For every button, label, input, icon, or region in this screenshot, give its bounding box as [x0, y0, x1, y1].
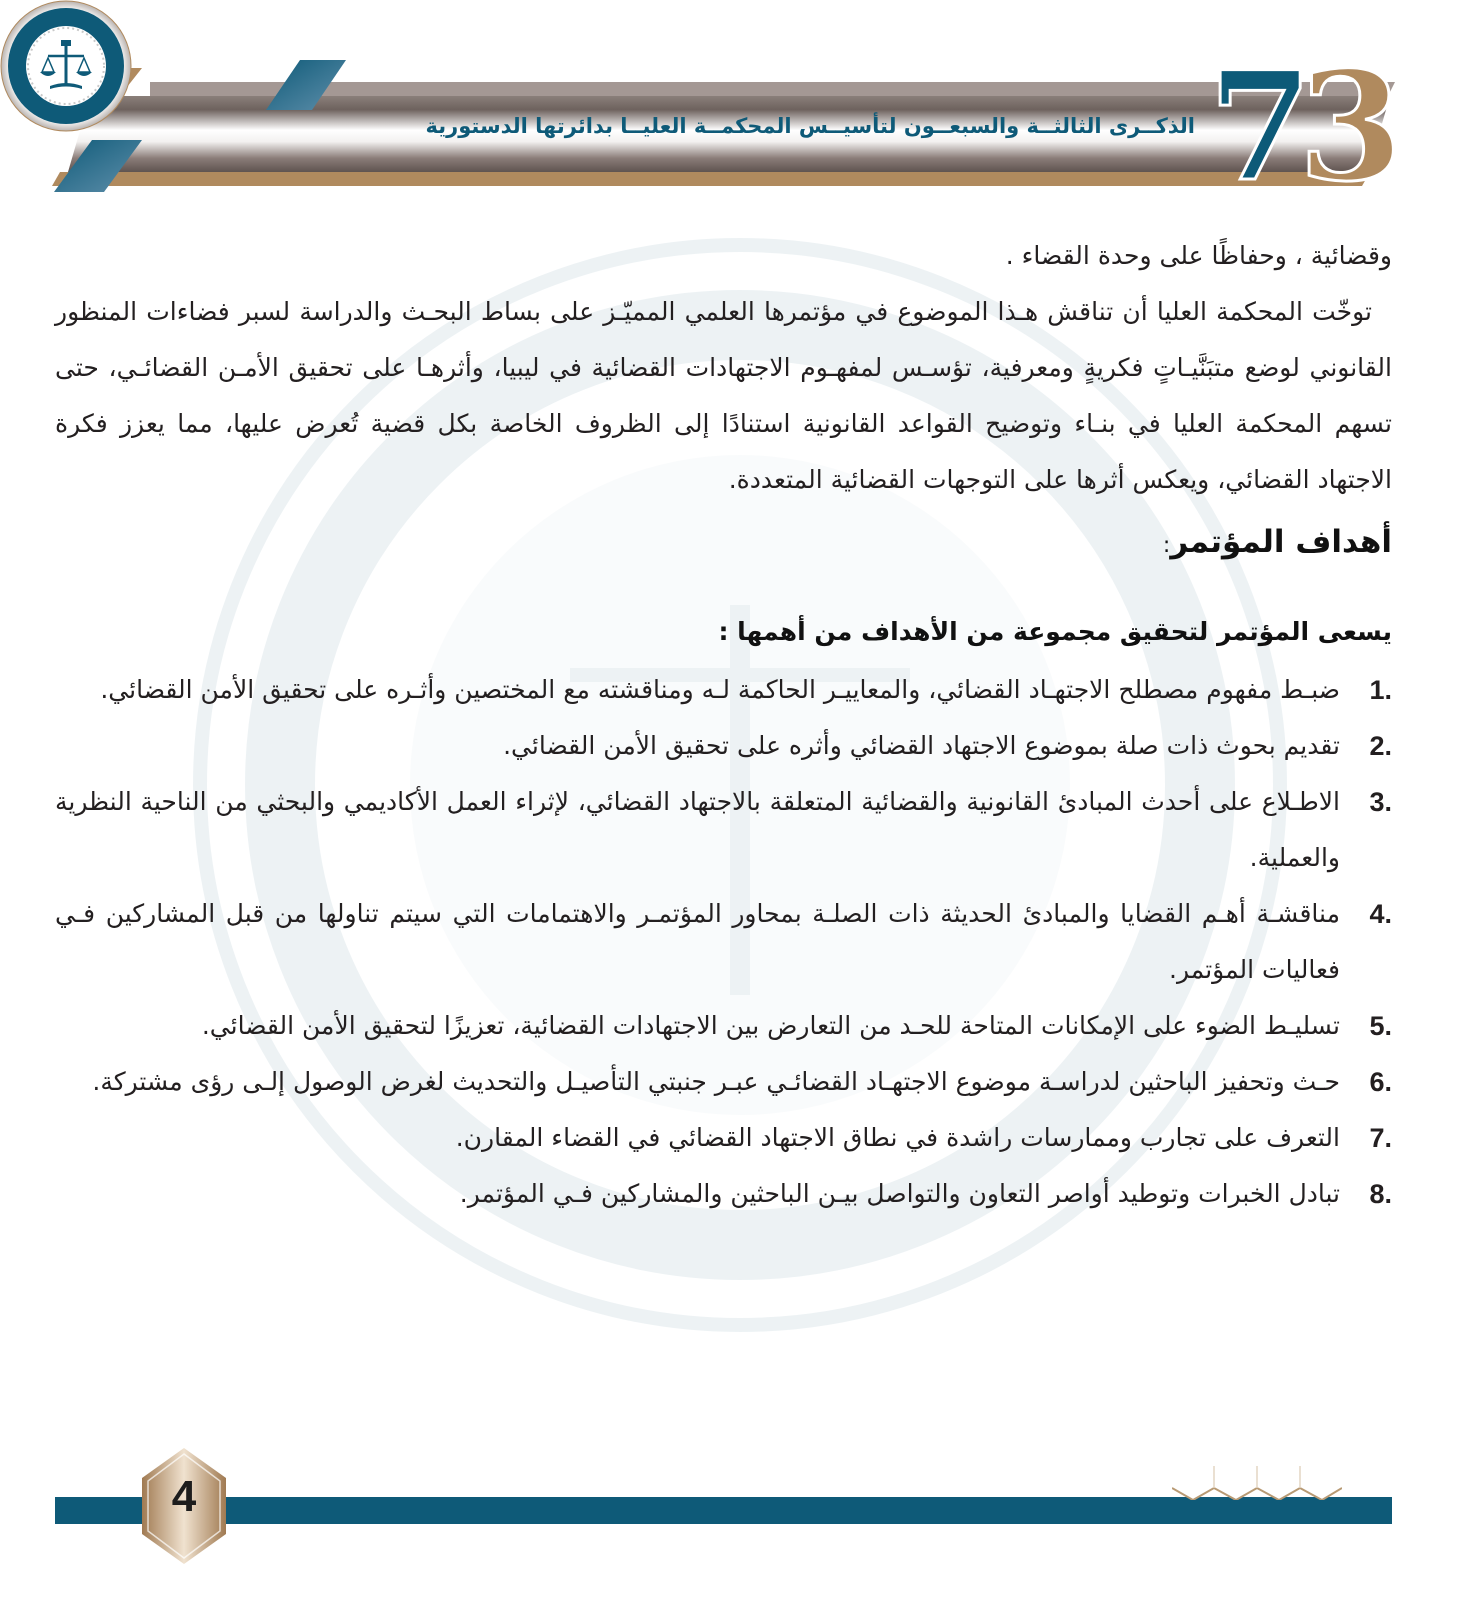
- anniversary-digit-3: 3: [1298, 39, 1389, 215]
- goal-text: مناقشـة أهـم القضايا والمبادئ الحديثة ذات الصلـة بمحاور المؤتمـر والاهتمامات التي سيتم تناولها من قبل المشاركين فـي فعاليات المؤتمر.: [55, 898, 1340, 984]
- goals-list: [55, 662, 1392, 1222]
- goal-number: 1.: [1369, 674, 1392, 705]
- footer-chevron-ornament-icon: [1172, 1466, 1342, 1500]
- goals-lead: يسعى المؤتمر لتحقيق مجموعة من الأهداف من أهمها :: [718, 616, 1392, 646]
- goal-item: [55, 662, 1392, 718]
- goal-number: 5.: [1369, 1010, 1392, 1041]
- court-seal-icon: [0, 0, 132, 132]
- goal-number: 4.: [1369, 898, 1392, 929]
- section-title-colon: :: [1162, 533, 1171, 558]
- section-title-text: أهداف المؤتمر: [1170, 524, 1392, 560]
- footer-bar: [55, 1497, 1392, 1524]
- goal-number: 3.: [1369, 786, 1392, 817]
- banner-title: الذكــرى الثالثــة والسبعــون لتأسيــس المحكمــة العليــا بدائرتها الدستورية: [425, 114, 1195, 138]
- page-number: 4: [171, 1472, 197, 1521]
- goal-text: حـث وتحفيز الباحثين لدراسـة موضوع الاجتهـاد القضائـي عبـر جنبتي التأصيـل والتحديث لغرض الوصول إلـى رؤى مشتركة.: [92, 1066, 1340, 1096]
- anniversary-number: [1208, 39, 1389, 215]
- header-banner: [0, 0, 1475, 220]
- goal-text: ضبـط مفهوم مصطلح الاجتهـاد القضائي، والمعاييـر الحاكمة لـه ومناقشته مع المختصين وأثـره على تحقيق الأمن القضائي.: [100, 674, 1340, 704]
- banner-gold-strip: [52, 172, 1370, 186]
- anniversary-digit-7: 7: [1208, 39, 1299, 215]
- goal-number: 6.: [1369, 1066, 1392, 1097]
- goal-text: تقديم بحوث ذات صلة بموضوع الاجتهاد القضائي وأثره على تحقيق الأمن القضائي.: [503, 730, 1340, 760]
- goal-number: 8.: [1369, 1178, 1392, 1209]
- goal-item: [55, 886, 1392, 998]
- goal-item: [55, 774, 1392, 886]
- goal-text: تبادل الخبرات وتوطيد أواصر التعاون والتواصل بيـن الباحثين والمشاركين فـي المؤتمر.: [459, 1178, 1340, 1208]
- goal-item: [55, 1110, 1392, 1166]
- goal-text: التعرف على تجارب وممارسات راشدة في نطاق الاجتهاد القضائي في القضاء المقارن.: [455, 1122, 1340, 1152]
- goal-item: [55, 718, 1392, 774]
- goal-number: 7.: [1369, 1122, 1392, 1153]
- goal-number: 2.: [1369, 730, 1392, 761]
- goal-text: الاطـلاع على أحدث المبادئ القانونية والقضائية المتعلقة بالاجتهاد القضائي، لإثراء العمل الأكاديمي والبحثي من الناحية النظرية والعملية.: [55, 786, 1340, 872]
- goal-item: [55, 1166, 1392, 1222]
- section-title: [55, 512, 1392, 576]
- goal-item: [55, 998, 1392, 1054]
- goal-item: [55, 1054, 1392, 1110]
- document-body: [55, 228, 1392, 1222]
- body-paragraph: توخّت المحكمة العليا أن تناقش هـذا الموضوع في مؤتمرها العلمي المميّـز على بساط البحـث والدراسة لسبر فضاءات المنظور القانوني لوضع متبَنَّيـاتٍ فكريةٍ ومعرفية، تؤسـس لمفهـوم الاجتهادات القضائية في ليبيا، وأثرهـا على تحقيق الأمـن القضائـي، حتى تسهم المحكمة العليا في بنـاء وتوضيح القواعد القانونية استنادًا إلى الظروف الخاصة بكل قضية تُعرض عليها، مما يعزز فكرة الاجتهاد القضائي، ويعكس أثرها على التوجهات القضائية المتعددة.: [55, 297, 1392, 494]
- intro-line: وقضائية ، وحفاظًا على وحدة القضاء .: [1005, 241, 1392, 270]
- goal-text: تسليـط الضوء على الإمكانات المتاحة للحـد من التعارض بين الاجتهادات القضائية، تعزيزًا لتحقيق الأمن القضائي.: [201, 1010, 1340, 1040]
